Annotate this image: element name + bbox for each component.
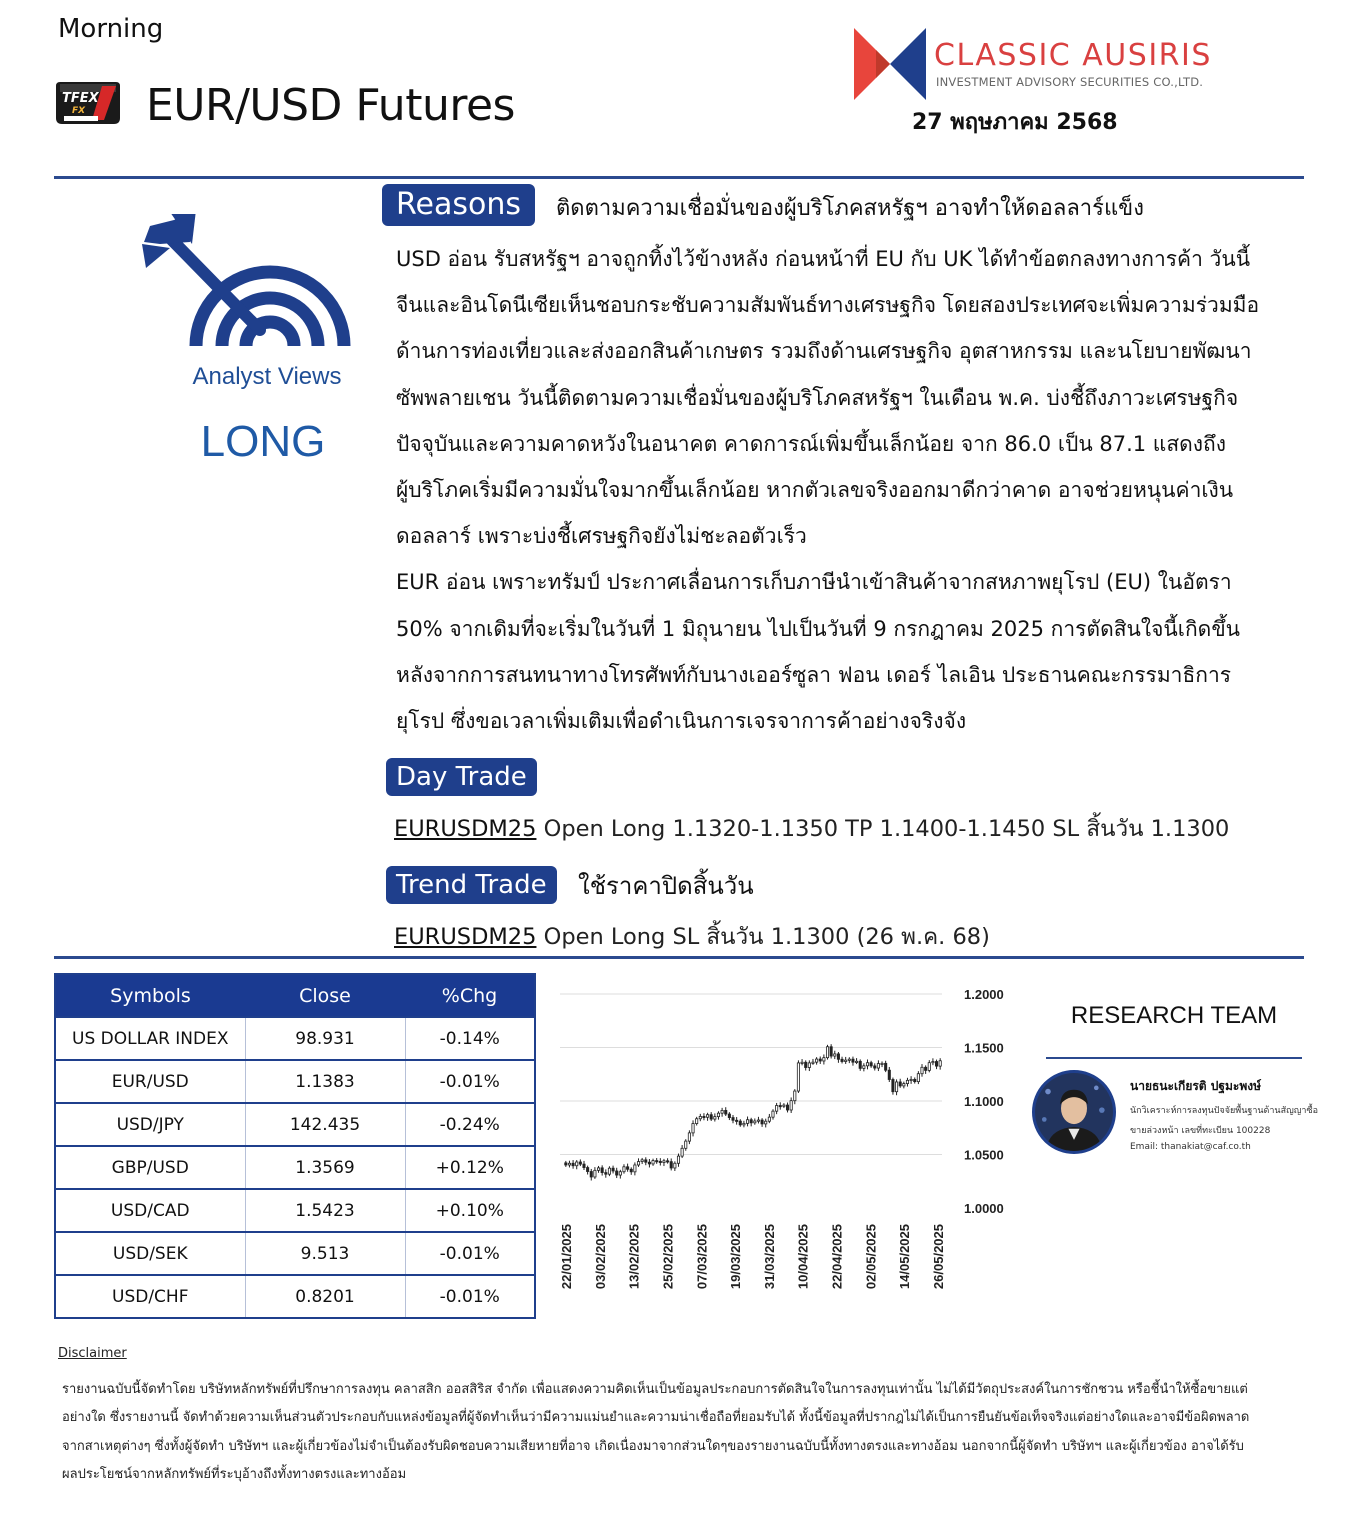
candle-body <box>779 1105 781 1106</box>
candle-body <box>917 1074 919 1082</box>
y-tick-label: 1.0000 <box>964 1201 1004 1216</box>
candle-body <box>892 1079 894 1091</box>
candle-body <box>674 1163 676 1168</box>
candle-body <box>576 1162 578 1166</box>
trend-trade-headline: ใช้ราคาปิดสิ้นวัน <box>578 872 754 900</box>
candle-body <box>855 1061 857 1062</box>
candle-body <box>775 1105 777 1111</box>
reasons-line: ยุโรป ซึ่งขอเวลาเพิ่มเติมเพื่อดำเนินการเจรจาการค้าอย่างจริงจัง <box>396 709 967 734</box>
candle-body <box>899 1082 901 1086</box>
candle-body <box>652 1161 654 1164</box>
disclaimer-line: จากสาเหตุต่างๆ ซึ่งทั้งผู้จัดทำ บริษัทฯ และผู้เกี่ยวข้องไม่จำเป็นต้องรับผิดชอบความเสียหายที่อาจ เกิดเนื่องมาจากส่วนใดๆของรายงานฉบับนี้ทั้งทางตรงและทางอ้อม นอกจากนี้ผู้จัดทำ บริษัทฯ และผู้เกี่ยวข้อง อาจได้รับ <box>62 1438 1244 1454</box>
eurusd-price-chart <box>548 978 1028 1318</box>
candle-body <box>641 1160 643 1162</box>
reasons-line: USD อ่อน รับสหรัฐฯ อาจถูกทิ้งไว้ข้างหลัง ก่อนหน้าที่ EU กับ UK ได้ทำข้อตกลงทางการค้า วันนี้ <box>396 247 1251 271</box>
change-cell: +0.10% <box>405 1189 535 1232</box>
candle-body <box>601 1168 603 1173</box>
company-subtitle: INVESTMENT ADVISORY SECURITIES CO.,LTD. <box>936 75 1204 89</box>
analyst-avatar <box>1032 1070 1116 1154</box>
analyst-views-label: Analyst Views <box>192 363 342 390</box>
trend-trade-line <box>394 918 990 954</box>
candle-body <box>714 1117 716 1119</box>
table-row <box>55 1146 535 1189</box>
candle-body <box>895 1082 897 1092</box>
candle-body <box>768 1117 770 1121</box>
y-tick-label: 1.1000 <box>964 1094 1004 1109</box>
svg-text:FX: FX <box>72 106 86 116</box>
candle-body <box>663 1161 665 1163</box>
candle-body <box>859 1061 861 1068</box>
x-tick-label: 10/04/2025 <box>795 1224 811 1290</box>
candle-body <box>739 1121 741 1125</box>
candle-body <box>910 1079 912 1080</box>
reasons-line: จีนและอินโดนีเซียเห็นชอบกระชับความสัมพันธ์ทางเศรษฐกิจ โดยสองประเทศจะเพิ่มความร่วมมือ <box>396 293 1260 318</box>
candle-body <box>725 1110 727 1114</box>
candle-body <box>841 1059 843 1061</box>
candle-body <box>670 1162 672 1168</box>
symbol-cell: USD/CAD <box>55 1189 245 1232</box>
candle-body <box>903 1084 905 1086</box>
candle-body <box>612 1168 614 1171</box>
candle-body <box>830 1047 832 1056</box>
table-header-row <box>55 974 535 1017</box>
candle-body <box>826 1047 828 1058</box>
research-team-title: RESEARCH TEAM <box>1070 1002 1278 1029</box>
candle-body <box>586 1168 588 1172</box>
symbol-cell: USD/JPY <box>55 1103 245 1146</box>
candle-body <box>815 1059 817 1062</box>
candle-body <box>848 1059 850 1060</box>
close-cell: 1.3569 <box>245 1146 405 1189</box>
y-tick-label: 1.0500 <box>964 1147 1004 1163</box>
candle-body <box>626 1167 628 1169</box>
y-tick-label: 1.2000 <box>964 987 1004 1002</box>
reasons-line: EUR อ่อน เพราะทรัมป์ ประกาศเลื่อนการเก็บภาษีนำเข้าสินค้าจากสหภาพยุโรป (EU) ในอัตรา <box>396 570 1232 595</box>
candle-body <box>928 1063 930 1071</box>
candle-body <box>874 1066 876 1068</box>
report-date: 27 พฤษภาคม 2568 <box>912 110 1118 135</box>
candle-body <box>794 1091 796 1101</box>
reasons-headline: ติดตามความเชื่อมั่นของผู้บริโภคสหรัฐฯ อาจทำให้ดอลลาร์แข็ง <box>556 196 1144 221</box>
tfex-logo-text: TFEX <box>62 91 99 106</box>
section-divider <box>54 956 1304 959</box>
table-row <box>55 1103 535 1146</box>
candle-body <box>870 1063 872 1066</box>
table-row <box>55 1060 535 1103</box>
change-cell: -0.01% <box>405 1060 535 1103</box>
candle-body <box>834 1054 836 1056</box>
x-tick-label: 31/03/2025 <box>761 1224 777 1290</box>
disclaimer-line: อย่างใด ซึ่งรายงานนี้ จัดทำด้วยความเห็นส่วนตัวประกอบกับแหล่งข้อมูลที่ผู้จัดทำเห็นว่ามีความแม่นยำและความน่าเชื่อถือที่ยอมรับได้ ทั้งนี้ข้อมูลที่ปรากฎไม่ได้เป็นการยืนยันข้อเท็จจริงแต่อย่างใดและอาจมีข้อผิดพลาด <box>62 1410 1250 1426</box>
candle-body <box>688 1133 690 1141</box>
x-tick-label: 19/03/2025 <box>728 1224 744 1290</box>
reasons-body <box>396 236 1311 744</box>
candle-body <box>743 1123 745 1124</box>
candle-body <box>808 1063 810 1068</box>
day-trade-badge: Day Trade <box>386 758 537 796</box>
candle-body <box>881 1063 883 1064</box>
candle-body <box>805 1062 807 1067</box>
change-cell: +0.12% <box>405 1146 535 1189</box>
candle-body <box>608 1168 610 1174</box>
header-divider <box>54 176 1304 179</box>
candle-body <box>579 1162 581 1164</box>
disclaimer-body <box>62 1376 1272 1489</box>
candle-body <box>746 1120 748 1124</box>
candle-body <box>914 1079 916 1081</box>
candle-body <box>837 1054 839 1059</box>
analyst-name: นายธนะเกียรติ ปฐมะพงษ์ <box>1130 1079 1262 1093</box>
page-title: EUR/USD Futures <box>146 80 515 131</box>
candle-body <box>757 1120 759 1121</box>
column-header: %Chg <box>405 974 535 1017</box>
column-header: Close <box>245 974 405 1017</box>
candle-body <box>656 1161 658 1162</box>
candle-body <box>728 1114 730 1118</box>
candle-body <box>797 1063 799 1091</box>
table-row <box>55 1232 535 1275</box>
day-trade-text: Open Long 1.1320-1.1350 TP 1.1400-1.1450 SL สิ้นวัน 1.1300 <box>536 816 1230 842</box>
close-cell: 98.931 <box>245 1017 405 1060</box>
candle-body <box>666 1161 668 1162</box>
candle-body <box>568 1163 570 1165</box>
candle-body <box>863 1066 865 1069</box>
tfex-logo <box>54 80 122 126</box>
reasons-line: 50% จากเดิมที่จะเริ่มในวันที่ 1 มิถุนายน ไปเป็นวันที่ 9 กรกฎาคม 2025 การตัดสินใจนี้เกิดขึ้น <box>396 616 1241 641</box>
candle-body <box>572 1163 574 1165</box>
candle-body <box>783 1105 785 1106</box>
candle-body <box>921 1067 923 1073</box>
candle-body <box>619 1172 621 1175</box>
candle-body <box>888 1070 890 1079</box>
candle-body <box>659 1161 661 1162</box>
y-tick-label: 1.1500 <box>964 1040 1004 1056</box>
analyst-license: ขายล่วงหน้า เลขที่ทะเบียน 100228 <box>1130 1126 1271 1136</box>
candle-body <box>819 1059 821 1061</box>
day-trade-symbol-link[interactable]: EURUSDM25 <box>394 816 537 842</box>
research-team-divider <box>1046 1057 1302 1059</box>
x-tick-label: 02/05/2025 <box>863 1224 879 1290</box>
reasons-line: หลังจากการสนทนาทางโทรศัพท์กับนางเออร์ซูลา ฟอน เดอร์ ไลเอิน ประธานคณะกรรมาธิการ <box>396 662 1232 687</box>
symbol-cell: EUR/USD <box>55 1060 245 1103</box>
candle-body <box>925 1067 927 1070</box>
x-tick-label: 03/02/2025 <box>592 1224 608 1290</box>
candle-body <box>696 1119 698 1124</box>
close-cell: 142.435 <box>245 1103 405 1146</box>
company-name: CLASSIC AUSIRIS <box>934 38 1212 73</box>
x-tick-label: 14/05/2025 <box>897 1224 913 1290</box>
symbol-cell: USD/SEK <box>55 1232 245 1275</box>
candle-body <box>877 1064 879 1068</box>
candle-body <box>939 1061 941 1066</box>
candle-body <box>645 1160 647 1162</box>
analyst-view-value: LONG <box>200 417 326 466</box>
analyst-email: Email: thanakiat@caf.co.th <box>1130 1142 1251 1152</box>
x-tick-label: 25/02/2025 <box>660 1224 676 1290</box>
candle-body <box>648 1162 650 1164</box>
table-row <box>55 1017 535 1060</box>
change-cell: -0.01% <box>405 1232 535 1275</box>
table-row <box>55 1275 535 1318</box>
candle-body <box>634 1165 636 1172</box>
trend-trade-badge: Trend Trade <box>386 866 557 904</box>
candle-body <box>866 1063 868 1066</box>
trend-trade-text: Open Long SL สิ้นวัน 1.1300 (26 พ.ค. 68) <box>536 924 990 950</box>
x-tick-label: 22/04/2025 <box>829 1224 845 1290</box>
candle-body <box>765 1121 767 1124</box>
candle-body <box>721 1110 723 1113</box>
company-logo <box>854 28 926 100</box>
candle-body <box>706 1115 708 1118</box>
disclaimer-line: รายงานฉบับนี้จัดทำโดย บริษัทหลักทรัพย์ที่ปรึกษาการลงทุน คลาสสิก ออสสิริส จำกัด เพื่อแสดงความคิดเห็นเป็นข้อมูลประกอบการตัดสินใจในการลงทุนเท่านั้น ไม่ได้มีวัตถุประสงค์ในการชักชวน หรือชี้นำให้ซื้อขายแต่ <box>62 1382 1248 1397</box>
x-tick-label: 07/03/2025 <box>694 1224 710 1290</box>
reasons-line: ผู้บริโภคเริ่มมีความมั่นใจมากขึ้นเล็กน้อย หากตัวเลขจริงออกมาดีกว่าคาด อาจช่วยหนุนค่าเงิน <box>396 478 1234 503</box>
symbol-cell: GBP/USD <box>55 1146 245 1189</box>
reasons-badge: Reasons <box>382 184 535 226</box>
day-trade-line <box>394 810 1229 846</box>
candle-body <box>932 1062 934 1063</box>
reasons-line: ซัพพลายเชน วันนี้ติดตามความเชื่อมั่นของผู้บริโภคสหรัฐฯ ในเดือน พ.ค. บ่งชี้ถึงภาวะเศรษฐกิจ <box>396 385 1239 410</box>
candle-body <box>605 1173 607 1175</box>
disclaimer-line: ผลประโยชน์จากหลักทรัพย์ที่ระบุอ้างถึงทั้งทางตรงและทางอ้อม <box>62 1466 407 1482</box>
reasons-line: ปัจจุบันและความคาดหวังในอนาคต คาดการณ์เพิ่มขึ้นเล็กน้อย จาก 86.0 เป็น 87.1 แสดงถึง <box>396 431 1227 456</box>
candle-body <box>750 1120 752 1123</box>
candle-body <box>790 1101 792 1110</box>
candle-body <box>852 1059 854 1062</box>
trend-trade-symbol-link[interactable]: EURUSDM25 <box>394 924 537 950</box>
candle-body <box>590 1172 592 1177</box>
reasons-line: ด้านการท่องเที่ยวและส่งออกสินค้าเกษตร รวมถึงด้านเศรษฐกิจ อุตสาหกรรม และนโยบายพัฒนา <box>396 339 1252 364</box>
candle-body <box>812 1062 814 1063</box>
x-tick-label: 22/01/2025 <box>559 1224 574 1290</box>
close-cell: 9.513 <box>245 1232 405 1275</box>
candle-body <box>685 1141 687 1148</box>
candle-body <box>681 1148 683 1156</box>
x-tick-label: 13/02/2025 <box>626 1224 642 1290</box>
reasons-line: ดอลลาร์ เพราะบ่งชี้เศรษฐกิจยังไม่ชะลอตัวเร็ว <box>396 524 807 549</box>
table-row <box>55 1189 535 1232</box>
x-tick-label: 26/05/2025 <box>931 1224 946 1290</box>
candle-body <box>823 1058 825 1061</box>
disclaimer-title: Disclaimer <box>58 1346 127 1361</box>
candle-body <box>710 1115 712 1119</box>
candle-body <box>736 1120 738 1121</box>
candle-body <box>801 1062 803 1063</box>
candle-body <box>583 1164 585 1167</box>
change-cell: -0.01% <box>405 1275 535 1318</box>
change-cell: -0.14% <box>405 1017 535 1060</box>
candle-body <box>692 1124 694 1133</box>
market-table <box>54 973 536 1319</box>
candle-body <box>699 1116 701 1118</box>
candle-body <box>630 1169 632 1172</box>
report-session: Morning <box>58 14 164 44</box>
target-arrow-icon <box>140 214 354 354</box>
symbol-cell: USD/CHF <box>55 1275 245 1318</box>
symbol-cell: US DOLLAR INDEX <box>55 1017 245 1060</box>
candle-body <box>637 1162 639 1165</box>
candle-body <box>754 1121 756 1123</box>
candle-body <box>623 1167 625 1172</box>
candle-body <box>703 1116 705 1117</box>
close-cell: 1.5423 <box>245 1189 405 1232</box>
candle-body <box>885 1063 887 1070</box>
candle-body <box>845 1060 847 1061</box>
candle-body <box>616 1171 618 1175</box>
candle-body <box>935 1062 937 1067</box>
candle-body <box>772 1111 774 1117</box>
column-header: Symbols <box>55 974 245 1017</box>
candle-body <box>677 1156 679 1163</box>
candle-body <box>786 1105 788 1110</box>
candle-body <box>594 1170 596 1177</box>
close-cell: 0.8201 <box>245 1275 405 1318</box>
candle-body <box>597 1168 599 1170</box>
candle-body <box>761 1120 763 1124</box>
change-cell: -0.24% <box>405 1103 535 1146</box>
candle-body <box>717 1113 719 1116</box>
candle-body <box>906 1080 908 1083</box>
candle-body <box>565 1163 567 1165</box>
close-cell: 1.1383 <box>245 1060 405 1103</box>
analyst-role: นักวิเคราะห์การลงทุนปัจจัยพื้นฐานด้านสัญญาซื้อ <box>1130 1106 1318 1116</box>
candle-body <box>732 1118 734 1121</box>
